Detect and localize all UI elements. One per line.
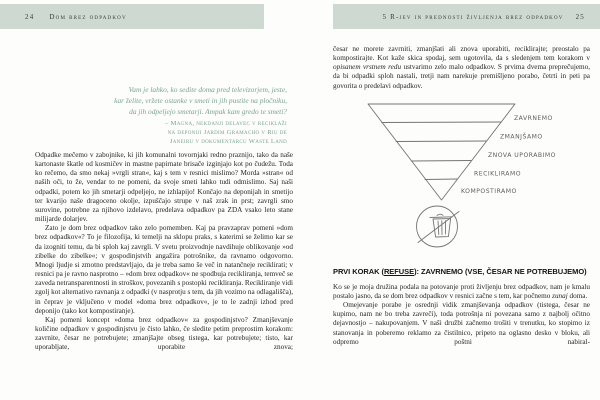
quote-line: kar želite, vržete ostanke v smeti in jih pustite na pločniku, [114, 96, 287, 105]
section-heading [333, 267, 590, 276]
attribution-line: – Magna, nekdanji delavec v reciklaži [165, 120, 287, 127]
epigraph-quote [35, 84, 293, 117]
right-page-number: 25 [575, 12, 585, 21]
paragraph-text: ustvarimo zelo malo odpadkov. S prvima dvema preprečujemo, da bi odpadki sploh nastali, tretji nam narekuje premišljeno porabo, četrti in peti pa govorita o predelavi odpadkov. [333, 63, 590, 90]
attribution-line: na deponiji Jardim Gramacho v Riu de [167, 129, 287, 136]
paragraph-text: doma. [567, 291, 588, 300]
left-running-title: Dom brez odpadkov [49, 12, 127, 21]
quote-line: da jih odpeljejo smetarji. Ampak kam gredo te smeti? [129, 107, 287, 116]
body-paragraph [333, 283, 590, 301]
pyramid-divider [382, 122, 501, 123]
pyramid-label-compost: KOMPOSTIRAMO [461, 187, 517, 195]
pyramid-divider [411, 160, 471, 161]
pyramid-label-recycle: RECIKLIRAMO [474, 170, 522, 178]
waste-pyramid-diagram [333, 100, 590, 260]
body-paragraph: Odpadke mečemo v zabojnike, ki jih komunalni tovornjaki redno praznijo, tako da naše kartonaste škatle od kosmičev in mastne papirnate brisače izginjajo kot po čudežu. Toda ko rečemo, da smo nekaj »vrgli stran«, kaj s tem v resnici mislimo? Morda »stran« od naših oči, to že, vendar to ne pomeni, da svoje smeti lahko tudi odmislimo. Saj naši odpadki, potem ko jih smetarji odpeljejo, ne izhlapijo! Končajo na deponijah in smetijo ter kvarijo naše dragoceno okolje, izpuščajo strupe v naš zrak in prst; zavrgli smo surovine, potrebne za njihovo izdelavo, predelava odpadkov pa ZDA vsako leto stane milijarde dolarjev. [35, 151, 293, 224]
left-page-number: 24 [25, 12, 35, 21]
right-running-title: 5 R-jev in prednosti življenja brez odpadkov [382, 12, 564, 21]
heading-text: PRVI KORAK ( [333, 266, 384, 276]
paragraph-italic-text: zunaj [552, 291, 568, 300]
attribution-line: Janeiru v dokumentarcu Waste Land [169, 138, 287, 145]
pyramid-label-refuse: ZAVRNEMO [514, 114, 553, 122]
paragraph-text: Ko se je moja družina podala na potovanje proti življenju brez odpadkov, nam je kmalu postalo jasno, da se dom brez odpadkov v resnici začne s tem, kar počnemo [333, 282, 590, 300]
paragraph-italic-text: opisanem vrstnem redu [333, 63, 402, 72]
pyramid-label-reduce: ZMANJŠAMO [500, 133, 543, 141]
body-paragraph [333, 45, 590, 91]
paragraph-text: česar ne morete zavrniti, zmanjšati ali znova uporabiti, reciklirajte; preostalo pa kompostirajte. Kot kaže skica spodaj, sem ugotovila, da s sledenjem tem korakom v [333, 45, 590, 63]
body-paragraph: Zato je dom brez odpadkov tako zelo pomemben. Kaj pa pravzaprav pomeni »dom brez odpadkov«? To je filozofija, ki temelji na sklopu praks, s katerimi se želimo kar se da izogniti temu, da bi sploh kaj zavrgli. V svetu proizvodnje navdihuje oblikovanje »od zibelke do zibelke«; v gospodinjstvih angažira potrošnike, da ravnamo odgovorno. Mnogi ljudje si zmotno predstavljajo, da je treba samo še več in natančneje reciklirati; v resnici pa je ravno nasprotno – »dom brez odpadkov« ne spodbuja recikliranja, temveč se zaveda netransparentnosti in stroškov, povezanih s postopki recikliranja. Recikliranje vidi zgolj kot alternativo ravnanja z odpadki (v nasprotju s tem, da jih vozimo na odlagališča), in čeprav je vključeno v model »doma brez odpadkov«, je to le zadnji izhod pred deponijo (tako kot kompostiranje). [35, 224, 294, 315]
pyramid-divider [425, 179, 457, 180]
pyramid-label-reuse: ZNOVA UPORABIMO [488, 151, 556, 159]
right-header-band [333, 4, 600, 29]
left-page [35, 84, 293, 352]
body-paragraph: Omejevanje porabe je osrednji vidik zmanjševanja odpadkov (tistega, česar ne kupimo, nam ne bo treba zavreči), toda potrošnja ni povezana samo z najbolj očitno dejavnostjo – nakupovanjem. V naši družbi začnemo trošiti v trenutku, ko stopimo iz stanovanja in poberemo reklamo za čistilnico, pripeto na oglasno desko v bloku, ali odpremo poštni nabiral- [333, 301, 590, 346]
left-header-band [0, 4, 264, 29]
epigraph-attribution [35, 119, 293, 146]
heading-text: ): ZAVRNEMO (VSE, ČESAR NE POTREBUJEMO) [414, 266, 587, 276]
body-paragraph: Kaj pomeni koncept »doma brez odpadkov« za gospodinjstvo? Zmanjševanje količine odpadkov v gospodinjstvu je čisto lahko, če sledite petim preprostim korakom: zavrnite, česar ne potrebujete; zmanjšajte obseg tistega, kar potrebujete; tisto, kar uporabljate, uporabite znova; [35, 315, 293, 352]
pyramid-divider [396, 141, 486, 142]
no-trash-icon [417, 206, 460, 247]
quote-line: Vam je lahko, ko sedite doma pred televizorjem, jeste, [128, 85, 287, 94]
heading-underlined-text: REFUSE [383, 266, 415, 276]
right-page [333, 45, 590, 347]
